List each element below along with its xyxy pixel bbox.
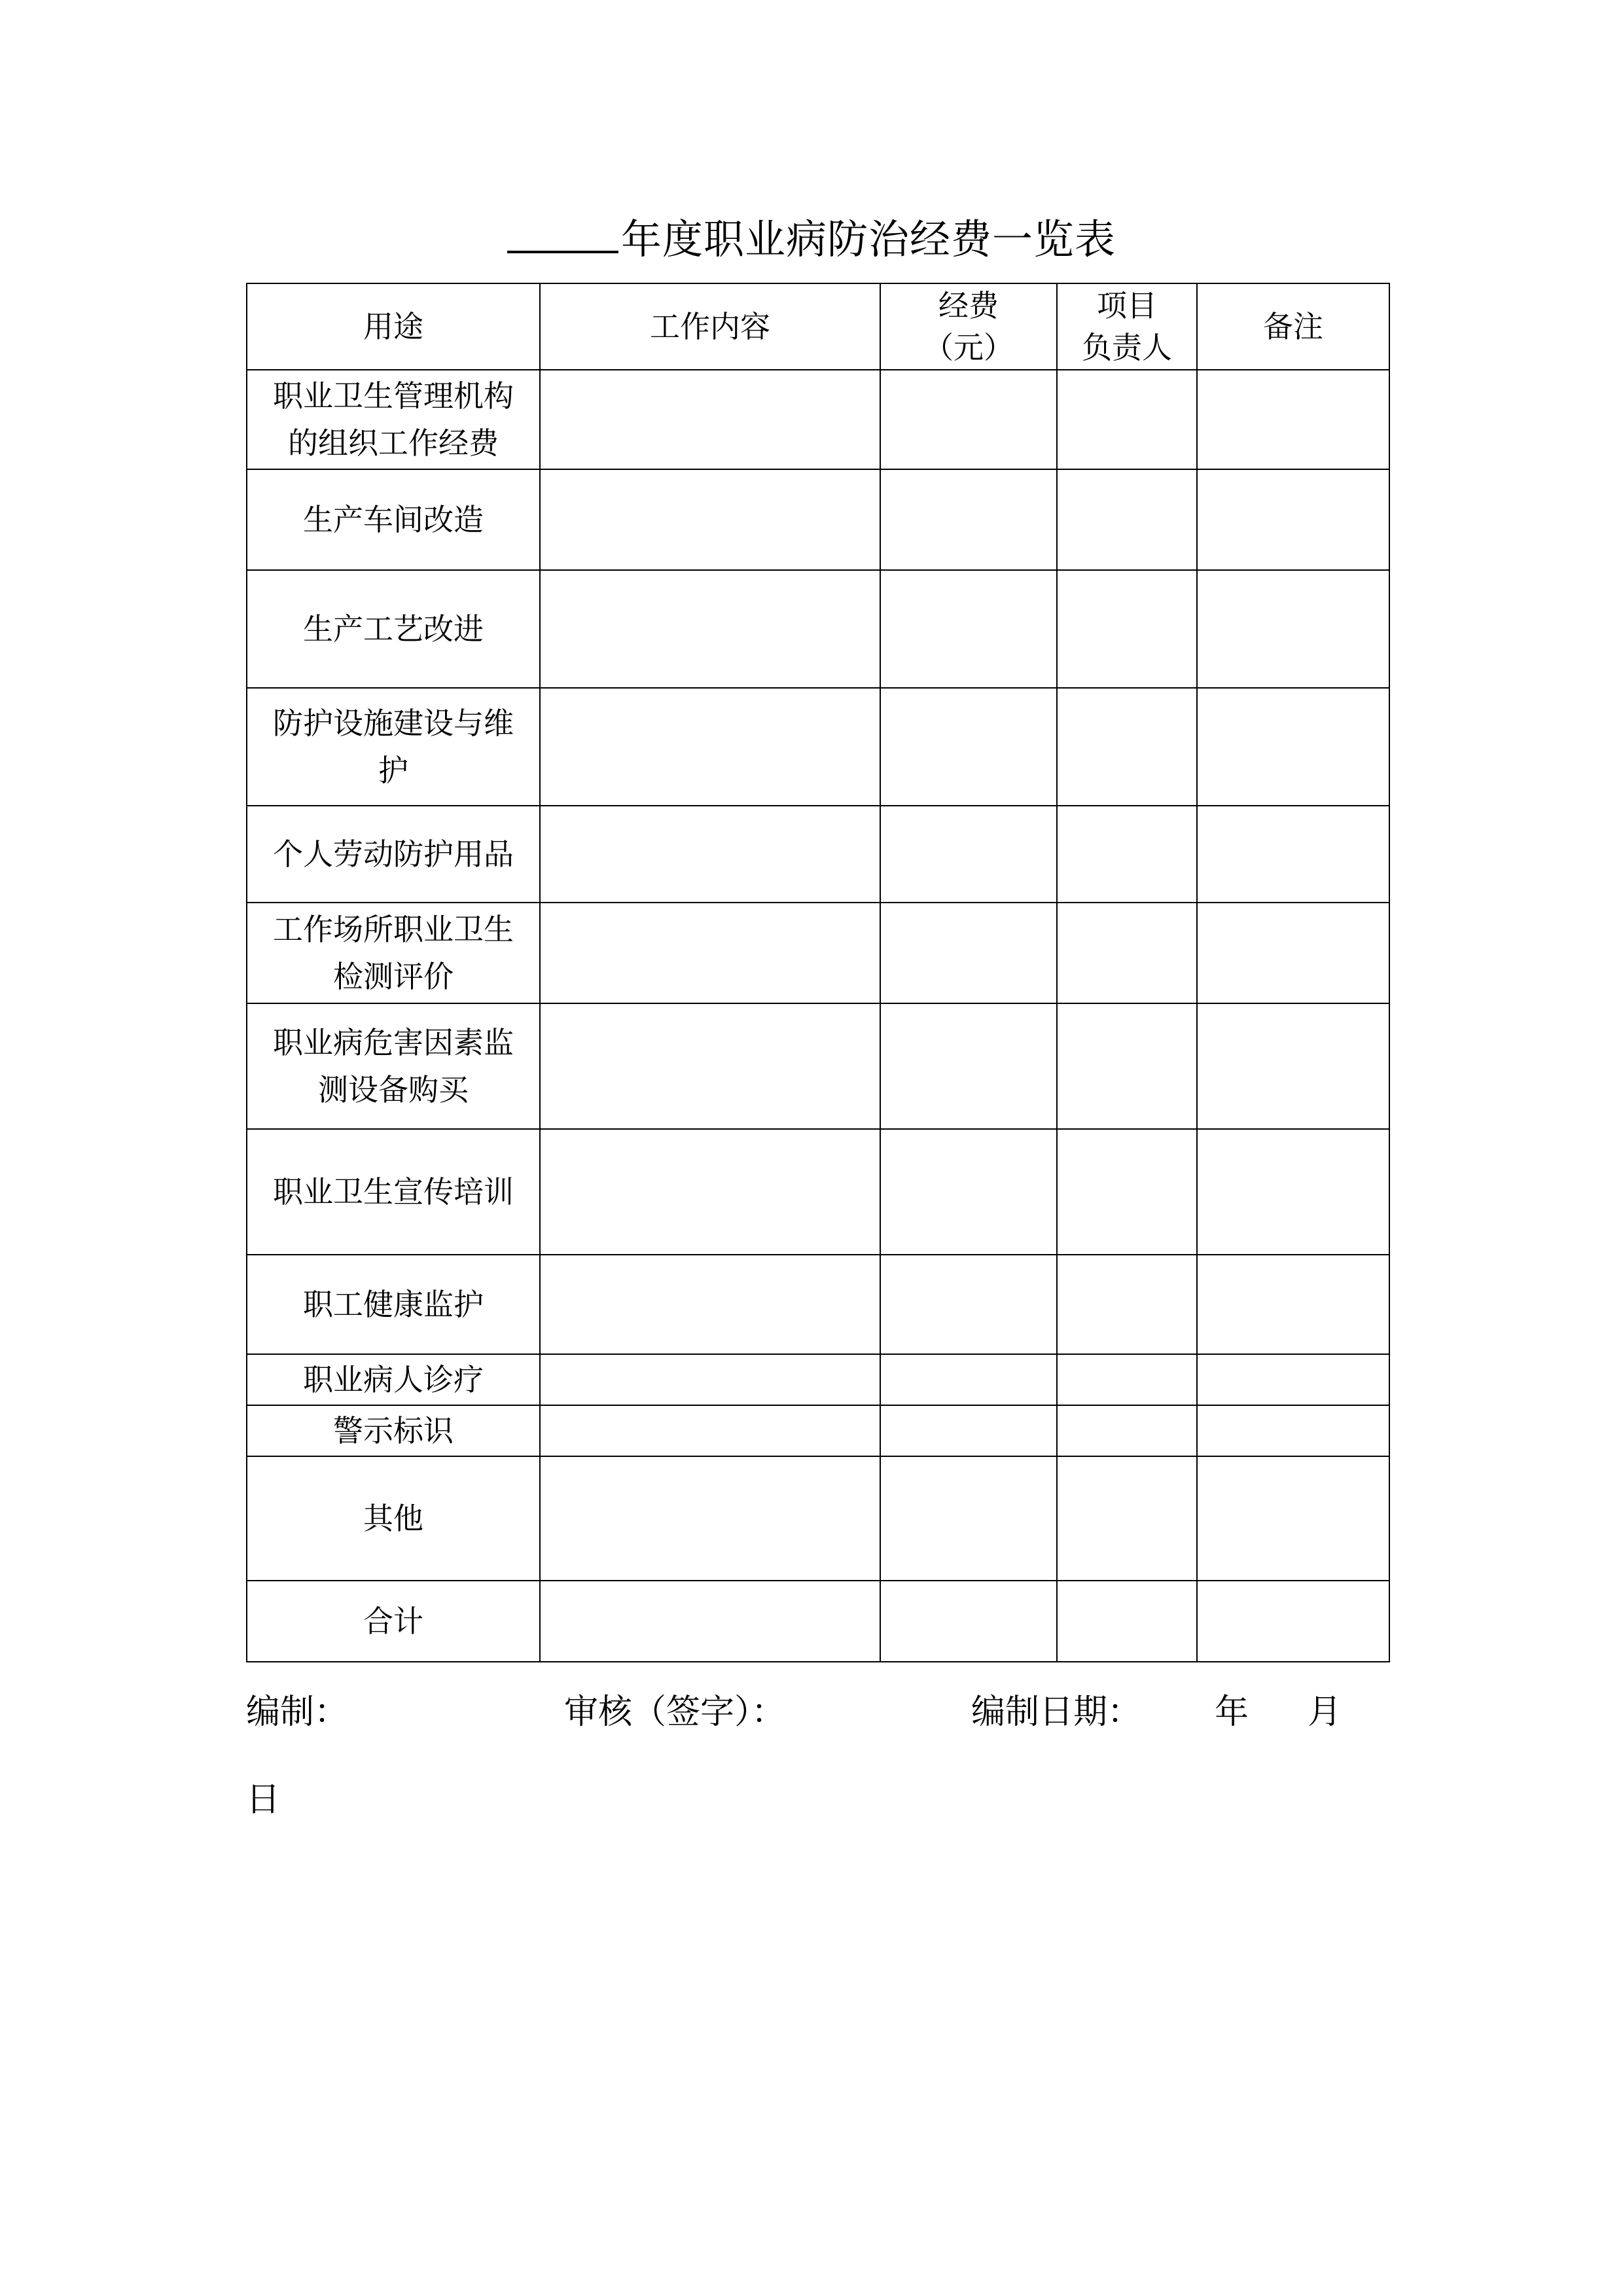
table-row [247, 903, 1389, 1003]
header-cost-line1: 经费 [938, 288, 999, 323]
owner-cell[interactable] [1057, 1581, 1197, 1662]
note-cell[interactable] [1197, 469, 1389, 570]
note-cell[interactable] [1197, 1129, 1389, 1255]
purpose-cell [247, 1456, 540, 1581]
signature-line [246, 1686, 1389, 1738]
table-row [247, 370, 1389, 469]
purpose-line1: 警示标识 [333, 1413, 454, 1448]
owner-cell[interactable] [1057, 1003, 1197, 1129]
funding-table [246, 283, 1390, 1662]
purpose-line1: 职业病人诊疗 [303, 1362, 484, 1397]
owner-cell[interactable] [1057, 1255, 1197, 1354]
reviewer-label: 审核（签字）： [564, 1693, 786, 1732]
owner-cell[interactable] [1057, 1129, 1197, 1255]
cost-cell[interactable] [880, 806, 1057, 903]
note-cell[interactable] [1197, 688, 1389, 806]
header-note: 备注 [1197, 283, 1389, 370]
purpose-cell [247, 1405, 540, 1456]
purpose-line1: 个人劳动防护用品 [273, 836, 514, 872]
note-cell[interactable] [1197, 370, 1389, 469]
content-cell[interactable] [540, 570, 880, 688]
day-label: 日 [246, 1780, 281, 1820]
purpose-cell [247, 806, 540, 903]
owner-cell[interactable] [1057, 570, 1197, 688]
note-cell[interactable] [1197, 570, 1389, 688]
content-cell[interactable] [540, 1405, 880, 1456]
purpose-cell [247, 370, 540, 469]
table-row [247, 1129, 1389, 1255]
header-content: 工作内容 [540, 283, 880, 370]
compiler-label: 编制： [246, 1693, 349, 1732]
purpose-cell [247, 1003, 540, 1129]
owner-cell[interactable] [1057, 903, 1197, 1003]
document-title-text: 年度职业病防治经费一览表 [620, 215, 1116, 263]
cost-cell[interactable] [880, 688, 1057, 806]
note-cell[interactable] [1197, 1003, 1389, 1129]
content-cell[interactable] [540, 1129, 880, 1255]
purpose-cell [247, 1255, 540, 1354]
table-row [247, 688, 1389, 806]
cost-cell[interactable] [880, 1003, 1057, 1129]
purpose-line2: 检测评价 [333, 959, 454, 994]
content-cell[interactable] [540, 903, 880, 1003]
table-row [247, 1456, 1389, 1581]
owner-cell[interactable] [1057, 1354, 1197, 1405]
content-cell[interactable] [540, 469, 880, 570]
purpose-cell [247, 1354, 540, 1405]
purpose-line1: 生产车间改造 [303, 502, 484, 537]
cost-cell[interactable] [880, 1405, 1057, 1456]
content-cell[interactable] [540, 1003, 880, 1129]
note-cell[interactable] [1197, 1354, 1389, 1405]
cost-cell[interactable] [880, 1581, 1057, 1662]
table-row [247, 469, 1389, 570]
purpose-line1: 工作场所职业卫生 [273, 912, 514, 947]
cost-cell[interactable] [880, 903, 1057, 1003]
content-cell[interactable] [540, 806, 880, 903]
purpose-line1: 防护设施建设与维 [273, 706, 514, 741]
purpose-cell [247, 1129, 540, 1255]
purpose-line2: 护 [378, 753, 408, 788]
purpose-cell [247, 903, 540, 1003]
header-owner-line2: 负责人 [1082, 330, 1172, 365]
note-cell[interactable] [1197, 1405, 1389, 1456]
note-cell[interactable] [1197, 1456, 1389, 1581]
purpose-cell [247, 1581, 540, 1662]
purpose-line1: 职业卫生宣传培训 [273, 1174, 514, 1210]
content-cell[interactable] [540, 1581, 880, 1662]
owner-cell[interactable] [1057, 469, 1197, 570]
purpose-line2: 测设备购买 [318, 1072, 469, 1107]
table-row [247, 1354, 1389, 1405]
table-row [247, 570, 1389, 688]
note-cell[interactable] [1197, 1255, 1389, 1354]
table-header-row [247, 283, 1389, 370]
table-row [247, 1003, 1389, 1129]
purpose-line1: 生产工艺改进 [303, 611, 484, 647]
owner-cell[interactable] [1057, 1405, 1197, 1456]
purpose-cell [247, 469, 540, 570]
content-cell[interactable] [540, 1354, 880, 1405]
purpose-line1: 职工健康监护 [303, 1287, 484, 1322]
header-owner [1057, 283, 1197, 370]
cost-cell[interactable] [880, 1354, 1057, 1405]
purpose-line1: 职业病危害因素监 [273, 1025, 514, 1060]
content-cell[interactable] [540, 370, 880, 469]
content-cell[interactable] [540, 688, 880, 806]
content-cell[interactable] [540, 1255, 880, 1354]
year-blank-line [507, 211, 618, 253]
cost-cell[interactable] [880, 469, 1057, 570]
purpose-line2: 的组织工作经费 [288, 425, 499, 461]
header-purpose: 用途 [247, 283, 540, 370]
document-title [0, 208, 1623, 271]
cost-cell[interactable] [880, 1456, 1057, 1581]
purpose-cell [247, 570, 540, 688]
note-cell[interactable] [1197, 1581, 1389, 1662]
month-label: 月 [1308, 1693, 1342, 1732]
funding-table-container [246, 283, 1389, 1662]
note-cell[interactable] [1197, 806, 1389, 903]
cost-cell[interactable] [880, 370, 1057, 469]
owner-cell[interactable] [1057, 370, 1197, 469]
header-cost [880, 283, 1057, 370]
cost-cell[interactable] [880, 1255, 1057, 1354]
purpose-line1: 其他 [363, 1501, 423, 1536]
content-cell[interactable] [540, 1456, 880, 1581]
purpose-line1: 合计 [363, 1604, 423, 1639]
cost-cell[interactable] [880, 1129, 1057, 1255]
owner-cell[interactable] [1057, 688, 1197, 806]
header-cost-line2: （元） [923, 330, 1014, 365]
year-label: 年 [1215, 1693, 1249, 1732]
purpose-cell [247, 688, 540, 806]
date-label: 编制日期： [971, 1693, 1142, 1732]
table-row [247, 1405, 1389, 1456]
cost-cell[interactable] [880, 570, 1057, 688]
note-cell[interactable] [1197, 903, 1389, 1003]
header-owner-line1: 项目 [1097, 288, 1157, 323]
table-row [247, 1581, 1389, 1662]
owner-cell[interactable] [1057, 806, 1197, 903]
table-row [247, 1255, 1389, 1354]
owner-cell[interactable] [1057, 1456, 1197, 1581]
purpose-line1: 职业卫生管理机构 [273, 378, 514, 414]
table-row [247, 806, 1389, 903]
